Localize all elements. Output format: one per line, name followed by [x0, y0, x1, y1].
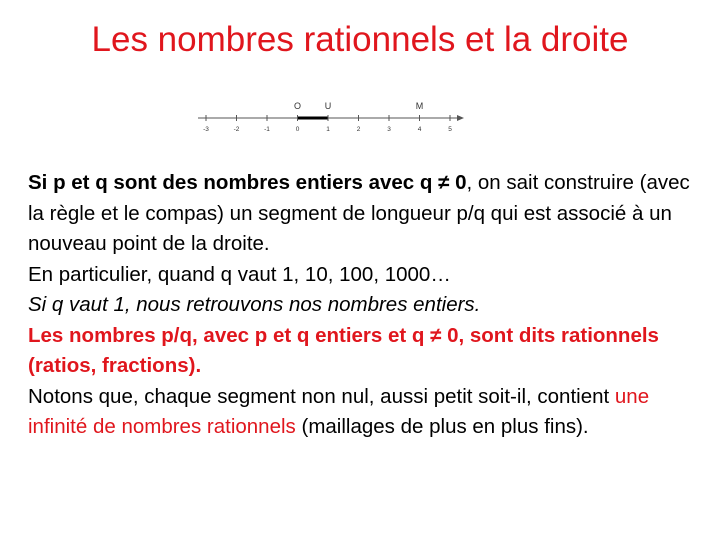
- number-line: [190, 96, 470, 136]
- paragraph-integers: Si q vaut 1, nous retrouvons nos nombres entiers.: [28, 293, 481, 316]
- tick-label: 0: [295, 126, 300, 133]
- paragraph-density: [28, 382, 698, 443]
- axis-arrow: [457, 115, 464, 121]
- tick-label: -3: [203, 126, 209, 133]
- body-text: [28, 168, 698, 443]
- point-label-o: O: [293, 101, 302, 111]
- paragraph-rationals: Les nombres p/q, avec p et q entiers et q ≠ 0, sont dits rationnels (ratios, fractions).: [28, 323, 659, 377]
- slide-title: Les nombres rationnels et la droite: [91, 20, 629, 59]
- point-label-u: U: [324, 101, 332, 111]
- density-red: une infinité de nombres rationnels: [28, 384, 650, 438]
- tick-label: 5: [448, 126, 452, 133]
- definition-bold: Si p et q sont des nombres entiers avec q ≠ 0: [28, 171, 467, 194]
- tick-label: -2: [233, 126, 240, 133]
- density-end: (maillages de plus en plus fins).: [295, 415, 589, 438]
- point-label-m: M: [415, 101, 424, 111]
- tick-label: 4: [417, 126, 422, 133]
- definition-rest: , on sait construire (avec la règle et le compas) un segment de longueur p/q qui est associé à un nouveau point de la droite.: [28, 171, 690, 255]
- tick-label: 3: [387, 126, 391, 133]
- density-start: Notons que, chaque segment non nul, aussi petit soit-il, contient: [28, 384, 615, 408]
- number-line-svg: [190, 96, 470, 136]
- tick-label: -1: [264, 126, 270, 133]
- tick-label: 2: [356, 126, 361, 133]
- paragraph-definition: [28, 168, 698, 260]
- paragraph-particular: En particulier, quand q vaut 1, 10, 100, 1000…: [28, 262, 451, 286]
- tick-label: 1: [326, 126, 330, 133]
